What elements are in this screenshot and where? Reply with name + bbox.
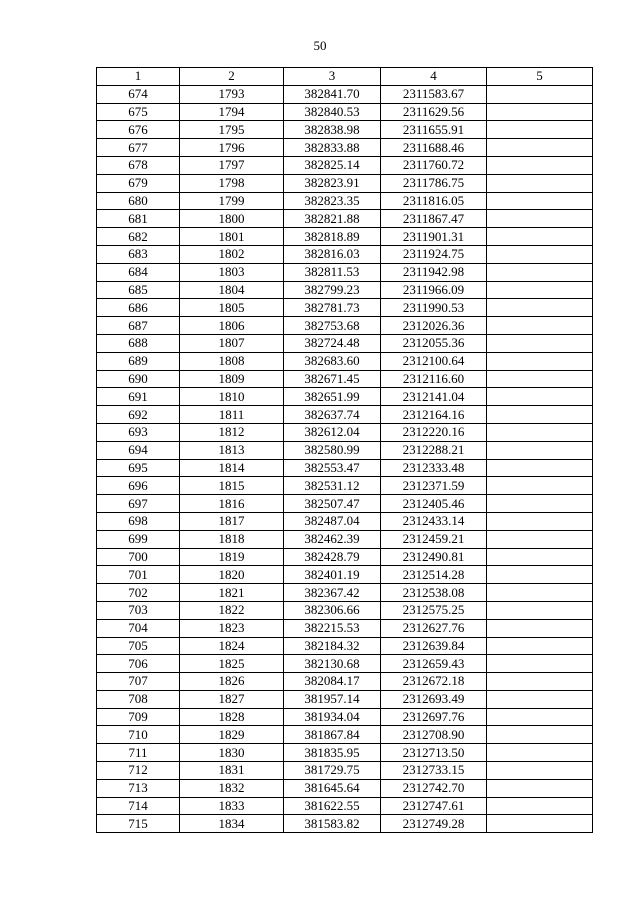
- row-number-cell: 696: [97, 477, 180, 495]
- notes-cell: [487, 708, 593, 726]
- x-coordinate-cell: 382811.53: [284, 263, 381, 281]
- column-header-5: 5: [487, 68, 593, 86]
- point-number-cell: 1812: [180, 423, 284, 441]
- y-coordinate-cell: 2312405.46: [381, 495, 487, 513]
- row-number-cell: 679: [97, 174, 180, 192]
- row-number-cell: 714: [97, 797, 180, 815]
- row-number-cell: 693: [97, 423, 180, 441]
- y-coordinate-cell: 2312116.60: [381, 370, 487, 388]
- point-number-cell: 1815: [180, 477, 284, 495]
- table-row: [97, 174, 593, 192]
- y-coordinate-cell: 2312627.76: [381, 619, 487, 637]
- table-row: [97, 423, 593, 441]
- row-number-cell: 674: [97, 85, 180, 103]
- row-number-cell: 712: [97, 762, 180, 780]
- y-coordinate-cell: 2312371.59: [381, 477, 487, 495]
- row-number-cell: 695: [97, 459, 180, 477]
- notes-cell: [487, 548, 593, 566]
- notes-cell: [487, 637, 593, 655]
- y-coordinate-cell: 2312733.15: [381, 762, 487, 780]
- table-row: [97, 121, 593, 139]
- x-coordinate-cell: 381934.04: [284, 708, 381, 726]
- point-number-cell: 1832: [180, 779, 284, 797]
- y-coordinate-cell: 2311760.72: [381, 156, 487, 174]
- y-coordinate-cell: 2312333.48: [381, 459, 487, 477]
- notes-cell: [487, 334, 593, 352]
- row-number-cell: 701: [97, 566, 180, 584]
- point-number-cell: 1822: [180, 601, 284, 619]
- y-coordinate-cell: 2312055.36: [381, 334, 487, 352]
- notes-cell: [487, 601, 593, 619]
- point-number-cell: 1828: [180, 708, 284, 726]
- point-number-cell: 1830: [180, 744, 284, 762]
- point-number-cell: 1800: [180, 210, 284, 228]
- y-coordinate-cell: 2311816.05: [381, 192, 487, 210]
- notes-cell: [487, 762, 593, 780]
- table-row: [97, 619, 593, 637]
- table-row: [97, 708, 593, 726]
- point-number-cell: 1805: [180, 299, 284, 317]
- row-number-cell: 676: [97, 121, 180, 139]
- x-coordinate-cell: 382487.04: [284, 512, 381, 530]
- coordinates-table: [96, 67, 593, 833]
- x-coordinate-cell: 382401.19: [284, 566, 381, 584]
- table-row: [97, 584, 593, 602]
- table-row: [97, 317, 593, 335]
- table-row: [97, 815, 593, 833]
- y-coordinate-cell: 2311901.31: [381, 228, 487, 246]
- notes-cell: [487, 139, 593, 157]
- table-row: [97, 103, 593, 121]
- table-row: [97, 779, 593, 797]
- x-coordinate-cell: 382799.23: [284, 281, 381, 299]
- y-coordinate-cell: 2312514.28: [381, 566, 487, 584]
- x-coordinate-cell: 381835.95: [284, 744, 381, 762]
- table-row: [97, 655, 593, 673]
- notes-cell: [487, 423, 593, 441]
- x-coordinate-cell: 382130.68: [284, 655, 381, 673]
- y-coordinate-cell: 2311867.47: [381, 210, 487, 228]
- x-coordinate-cell: 382840.53: [284, 103, 381, 121]
- notes-cell: [487, 245, 593, 263]
- row-number-cell: 691: [97, 388, 180, 406]
- point-number-cell: 1799: [180, 192, 284, 210]
- point-number-cell: 1820: [180, 566, 284, 584]
- y-coordinate-cell: 2312693.49: [381, 690, 487, 708]
- column-header-2: 2: [180, 68, 284, 86]
- row-number-cell: 715: [97, 815, 180, 833]
- notes-cell: [487, 156, 593, 174]
- table-body: [97, 85, 593, 832]
- row-number-cell: 705: [97, 637, 180, 655]
- point-number-cell: 1793: [180, 85, 284, 103]
- x-coordinate-cell: 382823.35: [284, 192, 381, 210]
- row-number-cell: 682: [97, 228, 180, 246]
- table-row: [97, 477, 593, 495]
- x-coordinate-cell: 382580.99: [284, 441, 381, 459]
- point-number-cell: 1824: [180, 637, 284, 655]
- x-coordinate-cell: 382531.12: [284, 477, 381, 495]
- point-number-cell: 1825: [180, 655, 284, 673]
- x-coordinate-cell: 382428.79: [284, 548, 381, 566]
- x-coordinate-cell: 381729.75: [284, 762, 381, 780]
- y-coordinate-cell: 2312749.28: [381, 815, 487, 833]
- table-row: [97, 797, 593, 815]
- row-number-cell: 688: [97, 334, 180, 352]
- row-number-cell: 686: [97, 299, 180, 317]
- notes-cell: [487, 797, 593, 815]
- point-number-cell: 1809: [180, 370, 284, 388]
- notes-cell: [487, 317, 593, 335]
- notes-cell: [487, 299, 593, 317]
- table-row: [97, 85, 593, 103]
- row-number-cell: 675: [97, 103, 180, 121]
- y-coordinate-cell: 2312490.81: [381, 548, 487, 566]
- row-number-cell: 713: [97, 779, 180, 797]
- notes-cell: [487, 228, 593, 246]
- table-row: [97, 388, 593, 406]
- notes-cell: [487, 281, 593, 299]
- row-number-cell: 698: [97, 512, 180, 530]
- x-coordinate-cell: 382838.98: [284, 121, 381, 139]
- notes-cell: [487, 121, 593, 139]
- x-coordinate-cell: 382651.99: [284, 388, 381, 406]
- table-row: [97, 370, 593, 388]
- table-row: [97, 352, 593, 370]
- row-number-cell: 684: [97, 263, 180, 281]
- table-row: [97, 744, 593, 762]
- row-number-cell: 689: [97, 352, 180, 370]
- table-row: [97, 690, 593, 708]
- y-coordinate-cell: 2311942.98: [381, 263, 487, 281]
- notes-cell: [487, 655, 593, 673]
- table-row: [97, 299, 593, 317]
- table-row: [97, 139, 593, 157]
- row-number-cell: 681: [97, 210, 180, 228]
- notes-cell: [487, 495, 593, 513]
- table-row: [97, 459, 593, 477]
- notes-cell: [487, 370, 593, 388]
- notes-cell: [487, 388, 593, 406]
- point-number-cell: 1817: [180, 512, 284, 530]
- point-number-cell: 1814: [180, 459, 284, 477]
- table-row: [97, 156, 593, 174]
- column-header-1: 1: [97, 68, 180, 86]
- x-coordinate-cell: 381645.64: [284, 779, 381, 797]
- y-coordinate-cell: 2312538.08: [381, 584, 487, 602]
- point-number-cell: 1795: [180, 121, 284, 139]
- x-coordinate-cell: 382306.66: [284, 601, 381, 619]
- table-row: [97, 281, 593, 299]
- table-row: [97, 406, 593, 424]
- y-coordinate-cell: 2311629.56: [381, 103, 487, 121]
- point-number-cell: 1807: [180, 334, 284, 352]
- y-coordinate-cell: 2312575.25: [381, 601, 487, 619]
- point-number-cell: 1810: [180, 388, 284, 406]
- x-coordinate-cell: 381622.55: [284, 797, 381, 815]
- point-number-cell: 1833: [180, 797, 284, 815]
- y-coordinate-cell: 2312639.84: [381, 637, 487, 655]
- y-coordinate-cell: 2311990.53: [381, 299, 487, 317]
- point-number-cell: 1803: [180, 263, 284, 281]
- x-coordinate-cell: 382816.03: [284, 245, 381, 263]
- row-number-cell: 697: [97, 495, 180, 513]
- notes-cell: [487, 690, 593, 708]
- x-coordinate-cell: 381867.84: [284, 726, 381, 744]
- point-number-cell: 1806: [180, 317, 284, 335]
- point-number-cell: 1796: [180, 139, 284, 157]
- column-header-4: 4: [381, 68, 487, 86]
- y-coordinate-cell: 2311583.67: [381, 85, 487, 103]
- row-number-cell: 687: [97, 317, 180, 335]
- notes-cell: [487, 459, 593, 477]
- notes-cell: [487, 619, 593, 637]
- row-number-cell: 694: [97, 441, 180, 459]
- x-coordinate-cell: 382084.17: [284, 673, 381, 691]
- y-coordinate-cell: 2312433.14: [381, 512, 487, 530]
- table-header-row: [97, 68, 593, 86]
- point-number-cell: 1831: [180, 762, 284, 780]
- x-coordinate-cell: 382367.42: [284, 584, 381, 602]
- table-row: [97, 228, 593, 246]
- notes-cell: [487, 210, 593, 228]
- point-number-cell: 1804: [180, 281, 284, 299]
- row-number-cell: 677: [97, 139, 180, 157]
- table-row: [97, 726, 593, 744]
- x-coordinate-cell: 382553.47: [284, 459, 381, 477]
- y-coordinate-cell: 2312459.21: [381, 530, 487, 548]
- notes-cell: [487, 263, 593, 281]
- row-number-cell: 711: [97, 744, 180, 762]
- table-row: [97, 263, 593, 281]
- notes-cell: [487, 726, 593, 744]
- x-coordinate-cell: 382833.88: [284, 139, 381, 157]
- x-coordinate-cell: 382507.47: [284, 495, 381, 513]
- point-number-cell: 1829: [180, 726, 284, 744]
- x-coordinate-cell: 381957.14: [284, 690, 381, 708]
- table-row: [97, 512, 593, 530]
- x-coordinate-cell: 382821.88: [284, 210, 381, 228]
- y-coordinate-cell: 2311966.09: [381, 281, 487, 299]
- y-coordinate-cell: 2312164.16: [381, 406, 487, 424]
- table-row: [97, 441, 593, 459]
- x-coordinate-cell: 382462.39: [284, 530, 381, 548]
- x-coordinate-cell: 382215.53: [284, 619, 381, 637]
- y-coordinate-cell: 2311924.75: [381, 245, 487, 263]
- point-number-cell: 1808: [180, 352, 284, 370]
- notes-cell: [487, 352, 593, 370]
- x-coordinate-cell: 382818.89: [284, 228, 381, 246]
- y-coordinate-cell: 2311655.91: [381, 121, 487, 139]
- x-coordinate-cell: 382781.73: [284, 299, 381, 317]
- y-coordinate-cell: 2312742.70: [381, 779, 487, 797]
- x-coordinate-cell: 382671.45: [284, 370, 381, 388]
- column-header-3: 3: [284, 68, 381, 86]
- notes-cell: [487, 584, 593, 602]
- notes-cell: [487, 744, 593, 762]
- row-number-cell: 709: [97, 708, 180, 726]
- x-coordinate-cell: 382724.48: [284, 334, 381, 352]
- notes-cell: [487, 815, 593, 833]
- point-number-cell: 1794: [180, 103, 284, 121]
- notes-cell: [487, 174, 593, 192]
- notes-cell: [487, 566, 593, 584]
- notes-cell: [487, 512, 593, 530]
- row-number-cell: 708: [97, 690, 180, 708]
- row-number-cell: 692: [97, 406, 180, 424]
- y-coordinate-cell: 2312220.16: [381, 423, 487, 441]
- point-number-cell: 1834: [180, 815, 284, 833]
- table-row: [97, 210, 593, 228]
- x-coordinate-cell: 382612.04: [284, 423, 381, 441]
- point-number-cell: 1813: [180, 441, 284, 459]
- x-coordinate-cell: 382823.91: [284, 174, 381, 192]
- notes-cell: [487, 441, 593, 459]
- y-coordinate-cell: 2312288.21: [381, 441, 487, 459]
- point-number-cell: 1819: [180, 548, 284, 566]
- y-coordinate-cell: 2312672.18: [381, 673, 487, 691]
- row-number-cell: 710: [97, 726, 180, 744]
- table-row: [97, 601, 593, 619]
- point-number-cell: 1797: [180, 156, 284, 174]
- point-number-cell: 1816: [180, 495, 284, 513]
- point-number-cell: 1827: [180, 690, 284, 708]
- row-number-cell: 680: [97, 192, 180, 210]
- y-coordinate-cell: 2312100.64: [381, 352, 487, 370]
- table-row: [97, 762, 593, 780]
- table-row: [97, 566, 593, 584]
- x-coordinate-cell: 382825.14: [284, 156, 381, 174]
- row-number-cell: 704: [97, 619, 180, 637]
- table-row: [97, 548, 593, 566]
- page-number: 50: [313, 38, 327, 53]
- table-row: [97, 192, 593, 210]
- x-coordinate-cell: 381583.82: [284, 815, 381, 833]
- row-number-cell: 706: [97, 655, 180, 673]
- y-coordinate-cell: 2312713.50: [381, 744, 487, 762]
- table-row: [97, 245, 593, 263]
- row-number-cell: 685: [97, 281, 180, 299]
- y-coordinate-cell: 2312026.36: [381, 317, 487, 335]
- table-row: [97, 530, 593, 548]
- notes-cell: [487, 85, 593, 103]
- y-coordinate-cell: 2312747.61: [381, 797, 487, 815]
- row-number-cell: 703: [97, 601, 180, 619]
- row-number-cell: 683: [97, 245, 180, 263]
- table-row: [97, 637, 593, 655]
- x-coordinate-cell: 382637.74: [284, 406, 381, 424]
- point-number-cell: 1811: [180, 406, 284, 424]
- row-number-cell: 700: [97, 548, 180, 566]
- y-coordinate-cell: 2311688.46: [381, 139, 487, 157]
- point-number-cell: 1823: [180, 619, 284, 637]
- row-number-cell: 678: [97, 156, 180, 174]
- point-number-cell: 1801: [180, 228, 284, 246]
- x-coordinate-cell: 382683.60: [284, 352, 381, 370]
- x-coordinate-cell: 382184.32: [284, 637, 381, 655]
- table-row: [97, 673, 593, 691]
- y-coordinate-cell: 2312659.43: [381, 655, 487, 673]
- point-number-cell: 1821: [180, 584, 284, 602]
- row-number-cell: 702: [97, 584, 180, 602]
- y-coordinate-cell: 2312141.04: [381, 388, 487, 406]
- table-row: [97, 334, 593, 352]
- point-number-cell: 1818: [180, 530, 284, 548]
- point-number-cell: 1798: [180, 174, 284, 192]
- row-number-cell: 690: [97, 370, 180, 388]
- y-coordinate-cell: 2311786.75: [381, 174, 487, 192]
- row-number-cell: 707: [97, 673, 180, 691]
- notes-cell: [487, 406, 593, 424]
- point-number-cell: 1802: [180, 245, 284, 263]
- point-number-cell: 1826: [180, 673, 284, 691]
- notes-cell: [487, 477, 593, 495]
- x-coordinate-cell: 382753.68: [284, 317, 381, 335]
- notes-cell: [487, 530, 593, 548]
- row-number-cell: 699: [97, 530, 180, 548]
- y-coordinate-cell: 2312708.90: [381, 726, 487, 744]
- notes-cell: [487, 192, 593, 210]
- notes-cell: [487, 103, 593, 121]
- x-coordinate-cell: 382841.70: [284, 85, 381, 103]
- table-row: [97, 495, 593, 513]
- notes-cell: [487, 673, 593, 691]
- notes-cell: [487, 779, 593, 797]
- y-coordinate-cell: 2312697.76: [381, 708, 487, 726]
